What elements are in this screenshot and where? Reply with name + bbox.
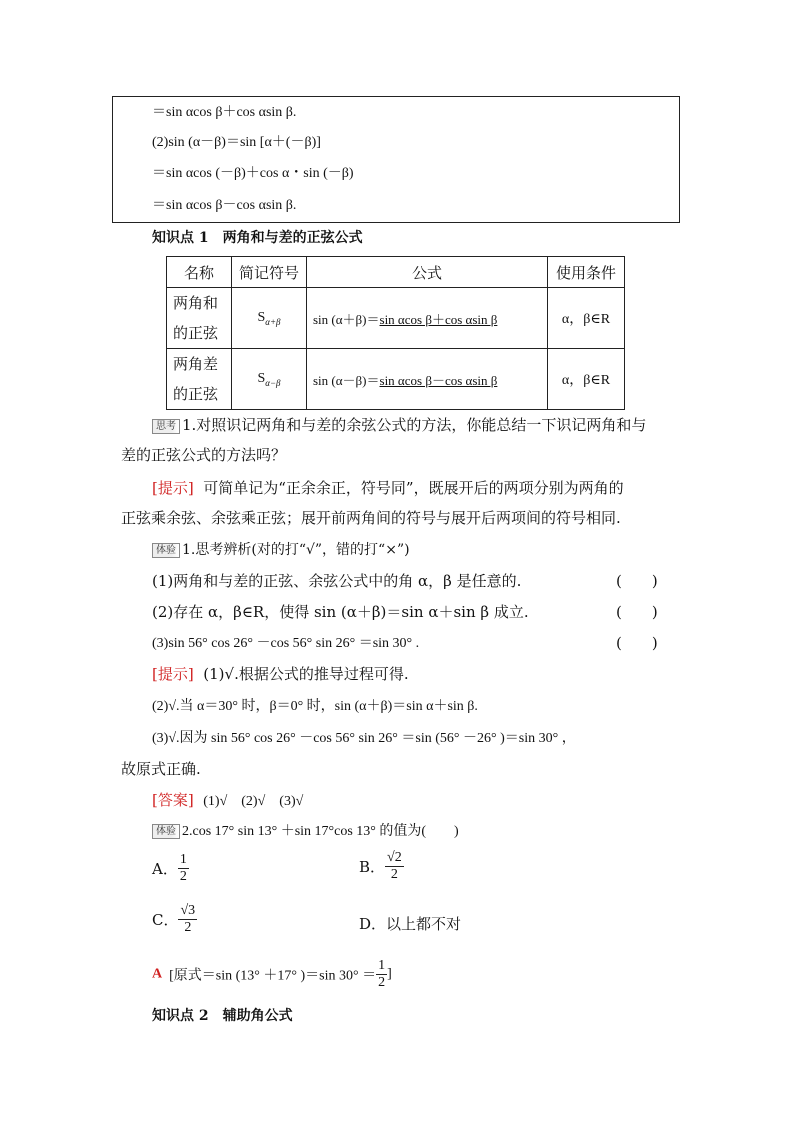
answer-letter: A: [152, 966, 163, 982]
row-symbol: $S_{\alpha-\beta}$: [232, 349, 307, 410]
answer-paren-1: ( ): [616, 572, 658, 590]
exp1-item-2: (2)存在 α，β∈R，使得 sin (α＋β)＝sin α＋sin β 成立.: [152, 603, 529, 621]
header-formula: 公式: [307, 257, 548, 288]
fraction: $\frac{1}{2}$: [179, 852, 187, 884]
option-a: A． $\frac{1}{2}$: [152, 852, 187, 884]
exp1-hint-3-cont: 故原式正确.: [121, 760, 201, 778]
exp1-hint-1: [提示] (1)√.根据公式的推导过程可得.: [152, 665, 409, 683]
header-condition: 使用条件: [548, 257, 625, 288]
table-header-row: [167, 257, 625, 288]
fraction: $\frac{√3}{2}$: [180, 903, 196, 935]
exp2-answer: A [原式＝sin (13° ＋17° )＝sin 30° ＝ $\frac{1}{2}$ ]: [152, 958, 392, 990]
answer-label: [答案]: [152, 791, 194, 809]
proof-line-4: ＝sin αcos β－cos αsin β.: [152, 198, 297, 213]
table-row: [167, 288, 625, 349]
hint-label: [提示]: [152, 479, 194, 497]
think-badge: 思考: [152, 419, 180, 434]
row-condition: α，β∈R: [548, 288, 625, 349]
header-name: 名称: [167, 257, 232, 288]
experience-badge: 体验: [152, 543, 180, 558]
proof-line-3: ＝sin αcos (－β)＋cos α・sin (－β): [152, 166, 354, 181]
row-formula: sin (α＋β)＝sin αcos β＋cos αsin β: [307, 288, 548, 349]
row-condition: α，β∈R: [548, 349, 625, 410]
answer-paren-2: ( ): [616, 603, 658, 621]
exp1-hint-3: (3)√.因为 sin 56° cos 26° －cos 56° sin 26° ＝sin (56° －26° )＝sin 30° ，: [152, 731, 576, 746]
row-formula: sin (α－β)＝sin αcos β－cos αsin β: [307, 349, 548, 410]
fraction: $\frac{1}{2}$: [378, 958, 386, 990]
answer-paren-3: ( ): [616, 634, 658, 652]
section-title-2: 知识点 2 辅助角公式: [152, 1008, 293, 1024]
exp1-title: 体验 1.思考辨析(对的打“√”，错的打“×”): [152, 539, 410, 559]
hint-label: [提示]: [152, 665, 194, 683]
row-name: 两角和 的正弦: [167, 288, 232, 349]
proof-line-2: (2)sin (α－β)＝sin [α＋(－β)]: [152, 135, 321, 150]
table-row: [167, 349, 625, 410]
exp2-question: 体验 2.cos 17° sin 13° ＋sin 17°cos 13° 的值为( ): [152, 820, 459, 840]
row-name: 两角差 的正弦: [167, 349, 232, 410]
section-title-1: 知识点 1 两角和与差的正弦公式: [152, 230, 363, 246]
think-hint-line-1: [提示] 可简单记为“正余余正，符号同”，既展开后的两项分别为两角的: [152, 479, 624, 497]
fraction: $\frac{√2}{2}$: [387, 850, 402, 882]
experience-badge: 体验: [152, 824, 180, 839]
row-symbol: $S_{\alpha+\beta}$: [232, 288, 307, 349]
think-question-line-2: 差的正弦公式的方法吗？: [121, 446, 287, 464]
exp1-hint-2: (2)√.当 α＝30° 时，β＝0° 时，sin (α＋β)＝sin α＋sin β.: [152, 699, 478, 714]
exp1-item-1: (1)两角和与差的正弦、余弦公式中的角 α，β 是任意的.: [152, 572, 522, 590]
exp1-answer: [答案] (1)√ (2)√ (3)√: [152, 791, 304, 809]
think-question-line-1: 思考 1.对照识记两角和与差的余弦公式的方法，你能总结一下识记两角和与: [152, 414, 646, 435]
proof-line-1: ＝sin αcos β＋cos αsin β.: [152, 105, 297, 120]
option-d: D．以上都不对: [359, 915, 462, 933]
option-b: B． $\frac{√2}{2}$: [359, 850, 402, 882]
option-c: C． $\frac{√3}{2}$: [152, 903, 196, 935]
sine-formula-table: [166, 256, 625, 410]
header-symbol: 简记符号: [232, 257, 307, 288]
think-hint-line-2: 正弦乘余弦、余弦乘正弦；展开前两角间的符号与展开后两项间的符号相同.: [121, 509, 621, 527]
exp1-item-3: (3)sin 56° cos 26° －cos 56° sin 26° ＝sin 30° .: [152, 636, 420, 651]
